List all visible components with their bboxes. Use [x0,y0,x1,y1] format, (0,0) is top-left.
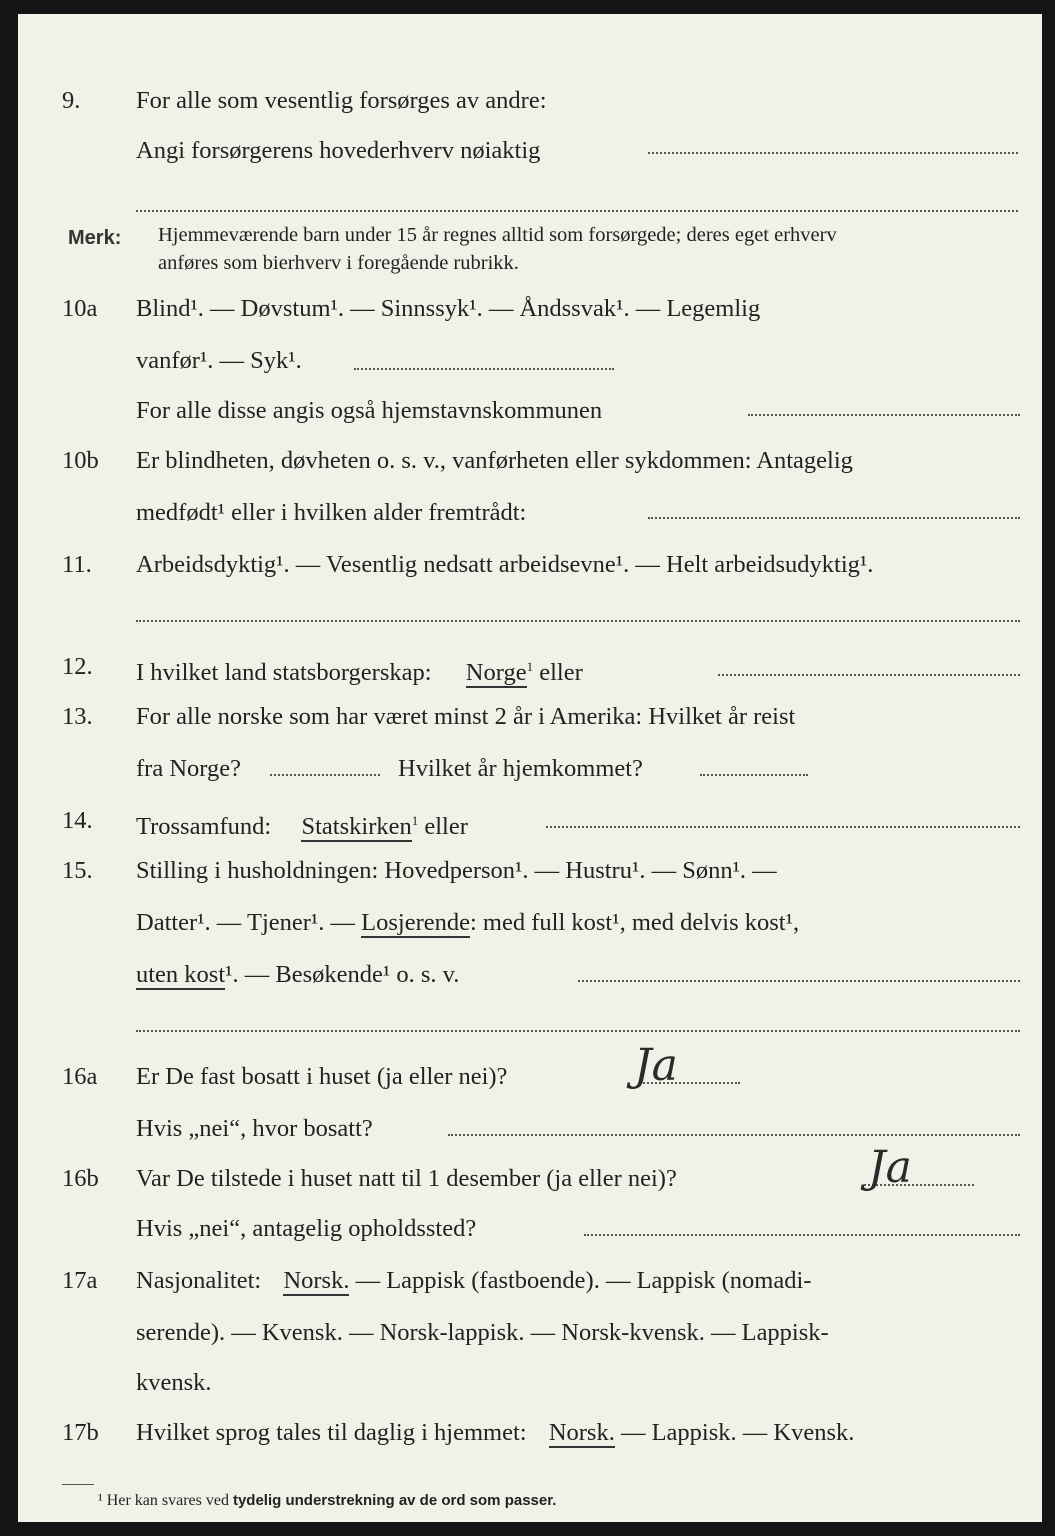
underlined-norge: Norge [465,659,527,687]
q9-line2: Angi forsørgerens hovederhverv nøiaktig [136,137,541,164]
q16b-line1: Var De tilstede i huset natt til 1 desember (ja eller nei)? [136,1165,677,1192]
question-number: 10b [62,447,99,474]
question-number: 17b [62,1419,99,1446]
answer-line [584,1234,1020,1236]
census-form-page [18,14,1042,1522]
q15-line3 [136,960,459,990]
underlined-statskirken: Statskirken [301,813,412,841]
answer-line [546,826,1020,828]
q15-line2 [136,908,799,938]
answer-line [136,210,1018,212]
question-number: 13. [62,703,93,730]
q16a-line1: Er De fast bosatt i huset (ja eller nei)? [136,1063,508,1090]
question-number: 16b [62,1165,99,1192]
q17b-line1b: — Lappisk. — Kvensk. [620,1419,855,1446]
answer-line [718,674,1020,676]
q15-line1: Stilling i husholdningen: Hovedperson¹. — Hustru¹. — Sønn¹. — [136,857,777,884]
q10b-line1: Er blindheten, døvheten o. s. v., vanførheten eller sykdommen: Antagelig [136,447,853,474]
q12-text: I hvilket land statsborgerskap: [136,659,432,687]
question-number: 17a [62,1267,98,1294]
q17a-line1 [136,1266,811,1296]
q12-line [136,652,583,688]
q13-line2a: fra Norge? [136,755,241,782]
q13-line1: For alle norske som har været minst 2 år i Amerika: Hvilket år reist [136,703,796,730]
question-number: 9. [62,87,81,114]
footnote-rule [62,1484,94,1485]
underlined-norsk: Norsk. [283,1267,350,1294]
question-number: 14. [62,807,93,834]
note-line2: anføres som bierhverv i foregående rubrikk. [158,252,519,274]
q17b-label: Hvilket sprog tales til daglig i hjemmet: [136,1419,527,1446]
q16b-line2: Hvis „nei“, antagelig opholdssted? [136,1215,477,1242]
answer-line [648,517,1020,519]
q15-line2b: : med full kost¹, med delvis kost¹, [470,909,800,936]
answer-line [448,1134,1020,1136]
question-number: 11. [62,551,92,578]
q9-line1: For alle som vesentlig forsørges av andre: [136,87,547,114]
q17a-line2: serende). — Kvensk. — Norsk-lappisk. — Norsk-kvensk. — Lappisk- [136,1319,829,1346]
q14-eller: eller [424,813,468,841]
answer-line [648,152,1018,154]
question-number: 15. [62,857,93,884]
handwritten-answer: Ja [868,1142,912,1193]
q17a-line3: kvensk. [136,1369,212,1396]
answer-line [700,774,808,776]
footnote-text: Her kan svares ved [106,1492,229,1509]
q10a-line3: For alle disse angis også hjemstavnskommunen [136,397,603,424]
question-number: 16a [62,1063,98,1090]
q13-line2b: Hvilket år hjemkommet? [398,755,643,782]
footnote [98,1492,556,1510]
handwritten-answer: Ja [634,1040,678,1091]
q17a-line1b: — Lappisk (fastboende). — Lappisk (nomadi- [355,1267,812,1294]
answer-line [354,368,614,370]
answer-line [578,980,1020,982]
q10b-line2: medfødt¹ eller i hvilken alder fremtrådt: [136,499,527,526]
q11-line1: Arbeidsdyktig¹. — Vesentlig nedsatt arbeidsevne¹. — Helt arbeidsudyktig¹. [136,551,874,578]
footnote-bold: tydelig understrekning av de ord som passer. [232,1492,557,1509]
underlined-losjerende: Losjerende [361,909,470,936]
q14-text: Trossamfund: [136,813,272,841]
underlined-uten-kost: uten kost [136,961,226,988]
q16a-line2: Hvis „nei“, hvor bosatt? [136,1115,373,1142]
underlined-norsk: Norsk. [548,1419,615,1446]
q17a-label: Nasjonalitet: [136,1267,262,1294]
q14-line [136,806,468,842]
answer-line [748,414,1020,416]
footnote-mark: 1 [411,813,419,828]
note-line1: Hjemmeværende barn under 15 år regnes alltid som forsørgede; deres eget erhverv [158,224,837,246]
answer-line [136,620,1020,622]
answer-line [136,1030,1020,1032]
note-label: Merk: [68,227,122,249]
answer-line [270,774,380,776]
q17b-line1 [136,1418,854,1448]
q10a-line2: vanfør¹. — Syk¹. [136,347,302,374]
footnote-mark: 1 [526,659,534,674]
footnote-mark: ¹ [98,1492,103,1509]
q12-eller: eller [539,659,583,687]
q10a-line1: Blind¹. — Døvstum¹. — Sinnssyk¹. — Åndssvak¹. — Legemlig [136,295,761,322]
q15-line3-text: ¹. — Besøkende¹ o. s. v. [225,961,460,988]
question-number: 10a [62,295,98,322]
question-number: 12. [62,653,93,680]
q15-line2a: Datter¹. — Tjener¹. — [136,909,356,936]
